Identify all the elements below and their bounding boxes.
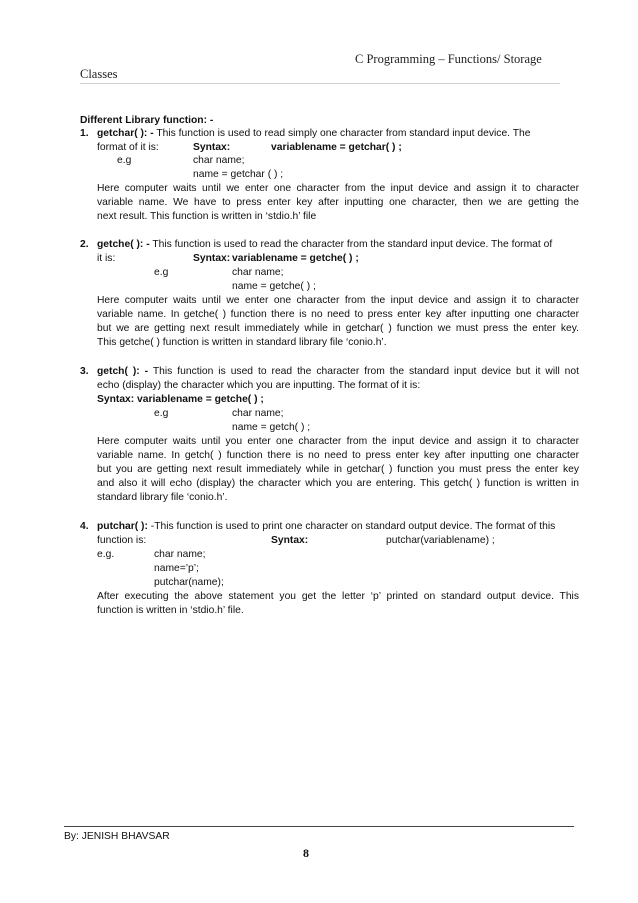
function-name: getch( ): -: [97, 366, 149, 377]
function-intro: -This function is used to print one character on standard output device. The format of this: [150, 521, 556, 532]
syntax-line: Syntax: variablename = getche( ) ;: [97, 394, 264, 405]
description-line: next result. This function is written in ‘stdio.h’ file: [97, 211, 317, 222]
description-line: standard library file ‘conio.h’.: [97, 492, 228, 503]
code-line: char name;: [193, 155, 245, 166]
code-line: char name;: [154, 549, 206, 560]
syntax-label: Syntax:: [193, 253, 231, 264]
section-title: Different Library function: -: [80, 115, 214, 126]
code-line: putchar(name);: [154, 577, 224, 588]
example-label: e.g: [154, 267, 169, 278]
code-line: char name;: [232, 408, 284, 419]
item-number: 4.: [80, 521, 89, 532]
example-label: e.g: [154, 408, 169, 419]
description-line: but you are getting next result immediately while in getchar( ) function you must press the enter key: [97, 464, 579, 475]
syntax-value: variablename = getchar( ) ;: [271, 142, 402, 153]
code-line: name = getch( ) ;: [232, 422, 311, 433]
code-line: name = getchar ( ) ;: [193, 169, 284, 180]
header-divider: [80, 83, 560, 84]
description-line: Here computer waits until we enter one character from the input device and assign it to character: [97, 295, 579, 306]
syntax-value: variablename = getche( ) ;: [232, 253, 359, 264]
description-line: Here computer waits until you enter one character from the input device and assign it to character: [97, 436, 579, 447]
syntax-value: putchar(variablename) ;: [386, 535, 495, 546]
code-line: char name;: [232, 267, 284, 278]
item-number: 2.: [80, 239, 89, 250]
item-first-line: [97, 365, 579, 378]
code-line: name = getche( ) ;: [232, 281, 316, 292]
item-number: 3.: [80, 366, 89, 377]
code-line: name=’p’;: [154, 563, 199, 574]
function-intro-continued: echo (display) the character which you are inputting. The format of it is:: [97, 380, 421, 391]
header-subtitle: Classes: [80, 67, 118, 81]
function-intro: This function is used to read the character from the standard input device but it will not: [152, 366, 579, 377]
item-first-line: [97, 127, 530, 140]
description-line: and also it will echo (display) the character which you are entering. This getch( ) function is written in: [97, 478, 579, 489]
syntax-label: Syntax:: [193, 142, 231, 153]
function-name: getche( ): -: [97, 239, 150, 250]
page-number: 8: [303, 846, 309, 860]
syntax-label: Syntax:: [271, 535, 309, 546]
example-label: e.g: [117, 155, 132, 166]
function-intro: This function is used to read the character from the standard input device. The format of: [152, 239, 553, 250]
function-name: putchar( ):: [97, 521, 148, 532]
description-line: Here computer waits until we enter one character from the input device and assign it to character: [97, 183, 579, 194]
item-first-line: [97, 520, 555, 533]
description-line: variable name. In getche( ) function there is no need to press enter key after inputting one character: [97, 309, 579, 320]
item-number: 1.: [80, 128, 89, 139]
function-name: getchar( ): -: [97, 128, 154, 139]
description-line: variable name. We have to press enter key after inputting one character, then we are getting the: [97, 197, 579, 208]
description-line: variable name. In getch( ) function there is no need to press enter key after inputting one character: [97, 450, 579, 461]
description-line: This getche( ) function is written in standard library file ‘conio.h’.: [97, 337, 387, 348]
format-label: it is:: [97, 253, 116, 264]
footer-author: By: JENISH BHAVSAR: [64, 831, 170, 842]
description-line: After executing the above statement you get the letter ‘p’ printed on standard output device. This: [97, 591, 579, 602]
format-label: function is:: [97, 535, 147, 546]
footer-divider: [64, 826, 574, 827]
header-title: C Programming – Functions/ Storage: [355, 52, 542, 66]
format-label: format of it is:: [97, 142, 159, 153]
description-line: but we are getting next result immediately while in getchar( ) function we must press the enter key.: [97, 323, 579, 334]
item-first-line: [97, 238, 552, 251]
function-intro: This function is used to read simply one character from standard input device. The: [156, 128, 531, 139]
description-line: function is written in ‘stdio.h’ file.: [97, 605, 244, 616]
example-label: e.g.: [97, 549, 115, 560]
